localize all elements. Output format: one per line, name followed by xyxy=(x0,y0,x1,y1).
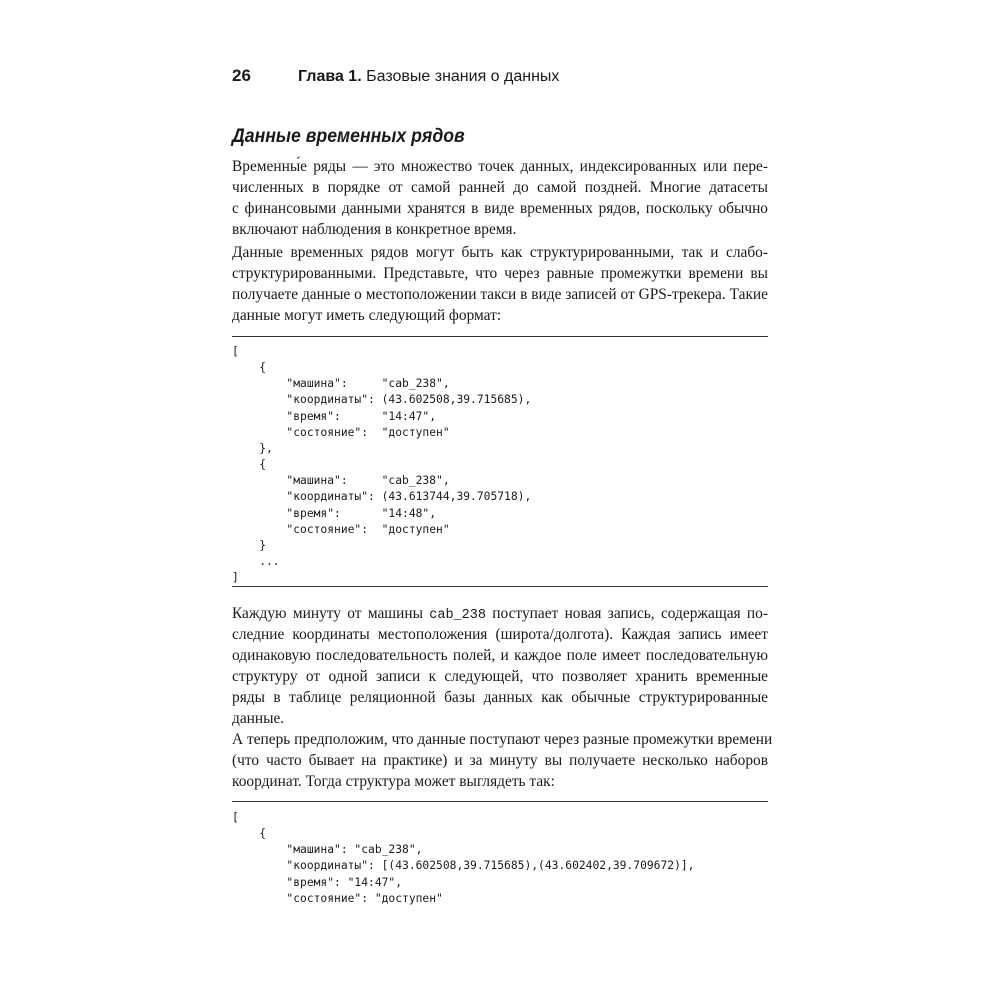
paragraph-line: Временны́е ряды — это множество точек данных, индексированных или пере- xyxy=(232,158,768,175)
paragraph-time-series-definition xyxy=(232,156,768,240)
paragraph-line: Данные временных рядов могут быть как структурированными, так и слабо- xyxy=(232,244,768,261)
paragraph-line: с финансовыми данными хранятся в виде временных рядов, поскольку обычно xyxy=(232,200,768,217)
text-fragment: поступает новая запись, содержащая по- xyxy=(485,605,768,622)
running-head xyxy=(232,66,559,87)
paragraph-line: одинаковую последовательность полей, и каждое поле имеет последовательную xyxy=(232,647,768,664)
paragraph-irregular-intervals xyxy=(232,729,773,792)
inline-code: cab_238 xyxy=(429,608,486,623)
paragraph-structured-data xyxy=(232,242,768,326)
code-block-top-rule xyxy=(232,336,768,337)
paragraph-line: данные могут иметь следующий формат: xyxy=(232,307,502,324)
chapter-label: Глава 1. xyxy=(298,68,362,85)
paragraph-line: структуру от одной записи к следующей, что позволяет хранить временные xyxy=(232,668,768,685)
paragraph-line: следние координаты местоположения (широта/долгота). Каждая запись имеет xyxy=(232,626,768,643)
code-block-multiple-coordinates: [ { "машина": "cab_238", "координаты": [(43.602508,39.715685),(43.602402,39.709672)], "время": "14:47", "состояние": "доступен" xyxy=(232,811,695,905)
paragraph-line: получаете данные о местоположении такси в виде записей от GPS-трекера. Такие xyxy=(232,286,768,303)
paragraph-line: структурированными. Представьте, что через равные промежутки времени вы xyxy=(232,265,768,282)
paragraph-line xyxy=(232,603,768,624)
paragraph-line: координат. Тогда структура может выглядеть так: xyxy=(232,773,555,790)
paragraph-cab-record xyxy=(232,603,768,729)
paragraph-line: численных в порядке от самой ранней до самой поздней. Многие датасеты xyxy=(232,179,768,196)
paragraph-line: включают наблюдения в конкретное время. xyxy=(232,221,517,238)
page-number: 26 xyxy=(232,66,251,85)
paragraph-line: ряды в таблице реляционной базы данных как обычные структурированные xyxy=(232,689,768,706)
paragraph-line: А теперь предположим, что данные поступают через разные промежутки времени xyxy=(232,731,773,748)
paragraph-line: (что часто бывает на практике) и за минуту вы получаете несколько наборов xyxy=(232,752,768,769)
text-fragment: Каждую минуту от машины xyxy=(232,605,430,622)
code-block-bottom-rule xyxy=(232,586,768,587)
code-block-top-rule xyxy=(232,801,768,802)
chapter-title: Базовые знания о данных xyxy=(366,68,560,85)
section-heading: Данные временных рядов xyxy=(232,126,465,147)
code-block-gps-records: [ { "машина": "cab_238", "координаты": (43.602508,39.715685), "время": "14:47", "состояние": "доступен" }, { "машина": "cab_238", "координаты": (43.613744,39.705718), "время": "14:48", "состояние": "доступен" } ... ] xyxy=(232,345,532,585)
paragraph-line: данные. xyxy=(232,710,285,727)
